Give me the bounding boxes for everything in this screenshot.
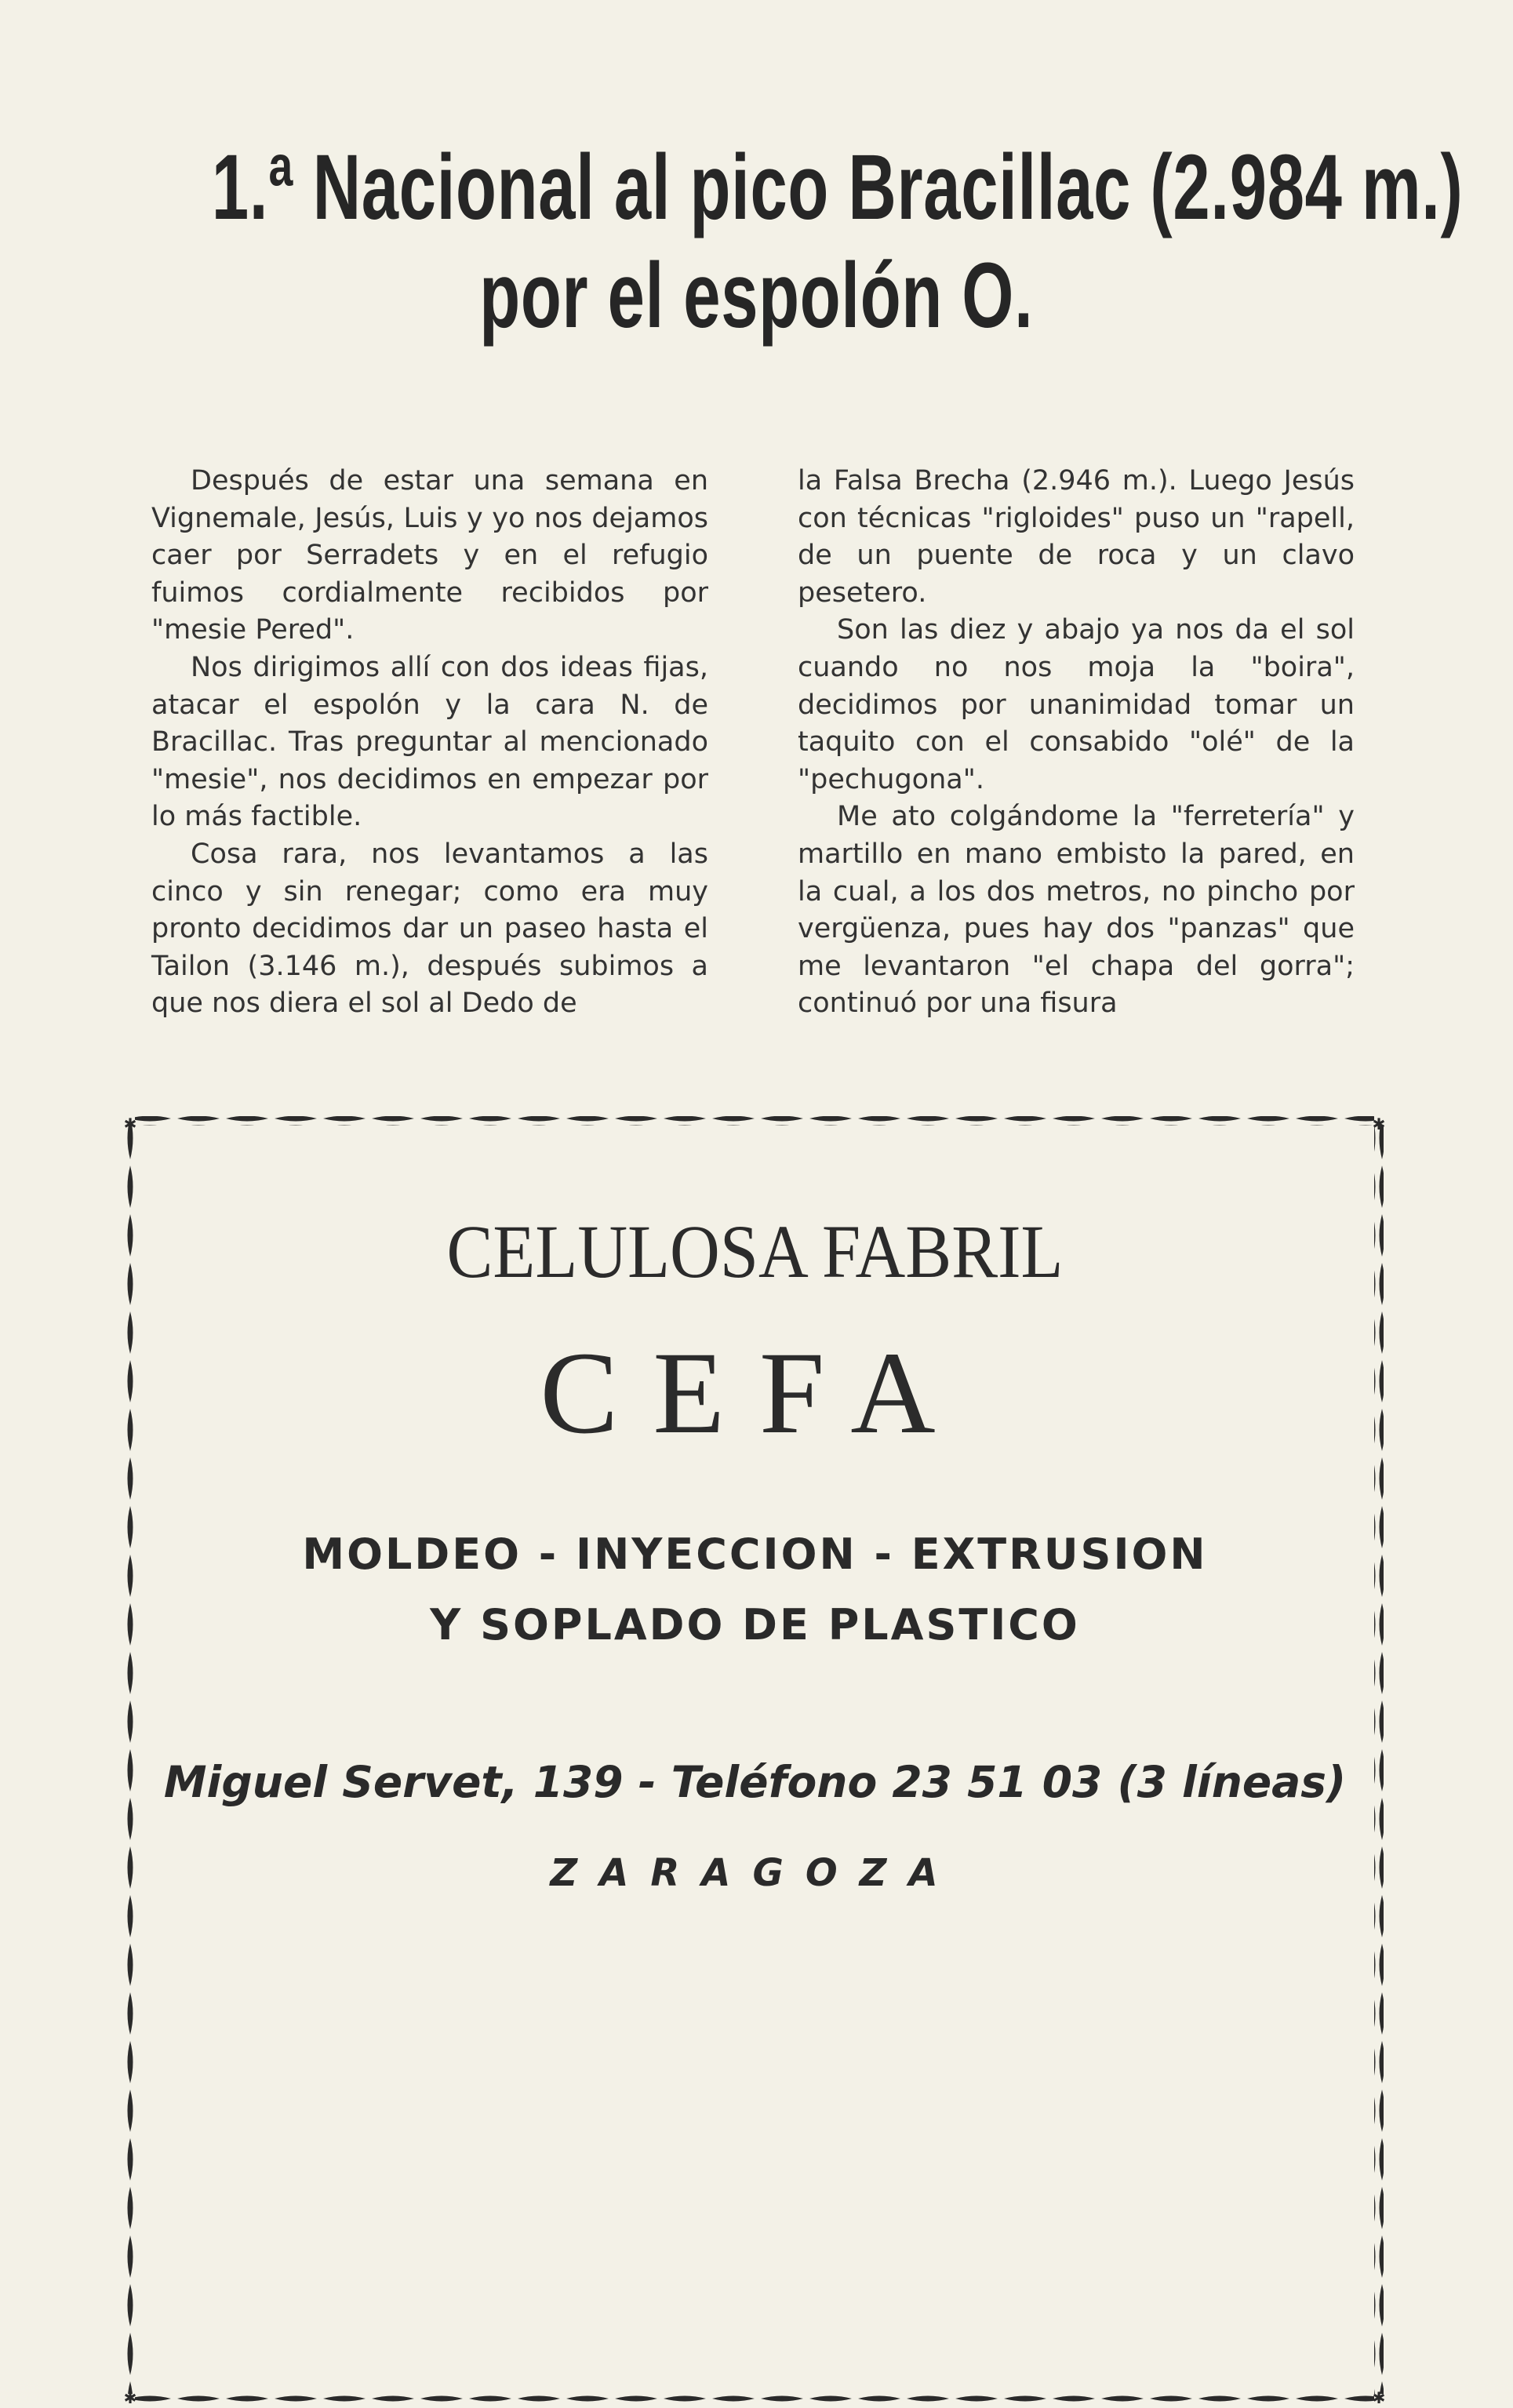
paragraph: Me ato colgándome la "ferretería" y martillo en mano embisto la pared, en la cual, a los dos metros, no pincho por vergüenza, pues hay dos "panzas" que me levantaron "el chapa del gorra"; continuó por una fisura xyxy=(798,801,1355,1020)
article-title-line-1: 1.ª Nacional al pico Bracillac (2.984 m.) xyxy=(211,136,1464,239)
ad-brand-name: CEFA xyxy=(540,1328,970,1458)
article-title-line-2: por el espolón O. xyxy=(479,244,1034,347)
paragraph: la Falsa Brecha (2.946 m.). Luego Jesús con técnicas "rigloides" puso un "rapell, de un puente de roca y un clavo pesetero. xyxy=(798,465,1355,609)
article-left-column xyxy=(151,463,708,1023)
svg-text:✱: ✱ xyxy=(123,1115,137,1133)
svg-text:✱: ✱ xyxy=(1372,2388,1386,2407)
ad-city: ZARAGOZA xyxy=(550,1851,960,1895)
ad-company-name: CELULOSA FABRIL xyxy=(446,1209,1064,1293)
ad-address: Miguel Servet, 139 - Teléfono 23 51 03 (3 líneas) xyxy=(163,1757,1347,1807)
article-title xyxy=(211,133,1464,350)
paragraph: Nos dirigimos allí con dos ideas fijas, atacar el espolón y la cara N. de Bracillac. Tras preguntar al mencionado "mesie", nos decidimos en empezar por lo más factible. xyxy=(151,651,708,833)
advertisement xyxy=(123,1114,1386,2407)
paragraph: Cosa rara, nos levantamos a las cinco y sin renegar; como era muy pronto decidimos dar un paseo hasta el Tailon (3.146 m.), después subimos a que nos diera el sol al Dedo de xyxy=(151,838,708,1020)
ad-services-line-2: Y SOPLADO DE PLASTICO xyxy=(430,1600,1080,1650)
paragraph: Son las diez y abajo ya nos da el sol cuando no nos moja la "boira", decidimos por unanimidad tomar un taquito con el consabido "olé" de la "pechugona". xyxy=(798,614,1355,795)
svg-text:✱: ✱ xyxy=(123,2388,137,2407)
svg-text:✱: ✱ xyxy=(1372,1115,1386,1133)
ad-services-line-1: MOLDEO - INYECCION - EXTRUSION xyxy=(302,1530,1208,1579)
paragraph: Después de estar una semana en Vignemale, Jesús, Luis y yo nos dejamos caer por Serradets y en el refugio fuimos cordialmente recibidos por "mesie Pered". xyxy=(151,465,708,646)
article-right-column xyxy=(798,463,1355,1023)
